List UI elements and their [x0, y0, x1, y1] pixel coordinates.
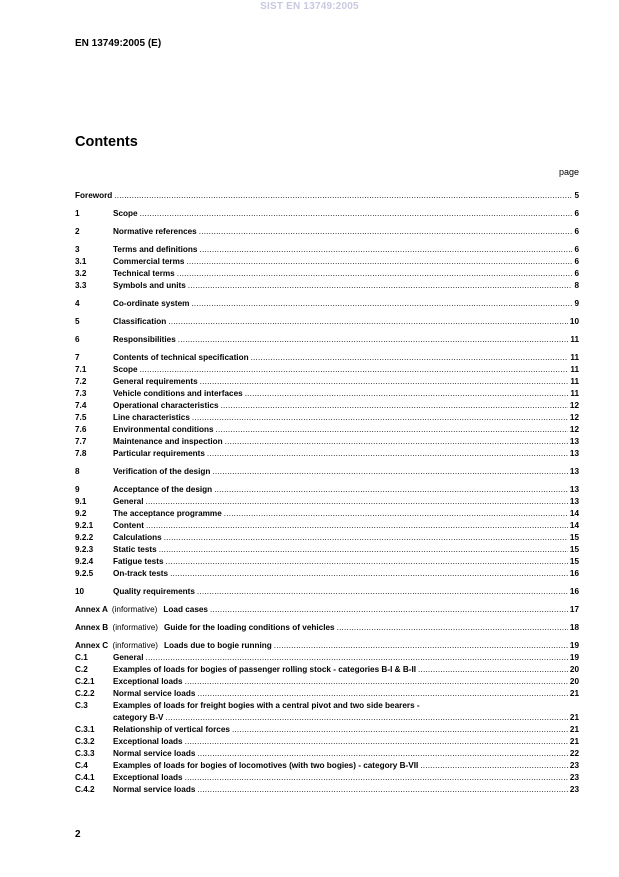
toc-entry-line [113, 466, 579, 478]
toc-entry-number: C.3.2 [75, 737, 95, 746]
annex-label: Annex C [75, 641, 109, 650]
toc-entry-line [113, 748, 579, 760]
dot-leader [197, 688, 568, 700]
toc-entry-page: 6 [574, 227, 579, 236]
annex-label: Annex B [75, 623, 109, 632]
toc-annex-heading[interactable] [75, 604, 208, 616]
toc-entry-line [113, 712, 579, 724]
toc-entry-line [75, 604, 579, 616]
page-column-label: page [558, 167, 579, 177]
toc-annex-heading[interactable] [75, 622, 335, 634]
toc-entry-number: 9.2.5 [75, 569, 94, 578]
toc-entry-line [113, 424, 579, 436]
toc-entry-line [113, 436, 579, 448]
toc-annex-entry[interactable] [75, 604, 579, 616]
toc-entry-line [113, 664, 579, 676]
toc-entry-number: 9.2.1 [75, 521, 94, 530]
toc-entry-title[interactable]: Quality requirements [113, 587, 195, 596]
toc-entry-title[interactable]: Exceptional loads [113, 677, 183, 686]
toc-entry-number: 7.1 [75, 365, 87, 374]
toc-entry[interactable] [75, 376, 579, 388]
toc-entry-title[interactable]: Examples of loads for bogies of passenger rolling stock - categories B-I & B-II [113, 665, 417, 674]
toc-entry[interactable] [75, 772, 579, 784]
toc-entry[interactable] [75, 760, 579, 772]
toc-entry-title[interactable]: Fatigue tests [113, 557, 164, 566]
toc-entry[interactable] [75, 556, 579, 568]
toc-entry-line [113, 520, 579, 532]
dot-leader [214, 484, 568, 496]
toc-entry[interactable] [75, 700, 579, 724]
toc-entry-title[interactable]: Examples of loads for bogies of locomotives (with two bogies) - category B-VII [113, 761, 419, 770]
toc-entry-title[interactable]: Normative references [113, 227, 197, 236]
toc-entry-line [113, 352, 579, 364]
toc-entry-line [113, 208, 579, 220]
toc-entry-title[interactable]: Environmental conditions [113, 425, 214, 434]
toc-entry-number: 8 [75, 467, 80, 476]
annex-informative-label: (informative) [112, 623, 158, 632]
dot-leader [199, 244, 572, 256]
dot-leader [140, 364, 569, 376]
toc-entry-number: 7.4 [75, 401, 87, 410]
toc-entry[interactable] [75, 724, 579, 736]
toc-entry[interactable] [75, 244, 579, 256]
toc-entry-line [113, 412, 579, 424]
dot-leader [245, 388, 569, 400]
toc-entry-page: 16 [569, 587, 579, 596]
toc-entry-title[interactable]: General requirements [113, 377, 198, 386]
toc-entry[interactable] [75, 508, 579, 520]
toc-entry[interactable] [75, 208, 579, 220]
toc-entry-number: 9.1 [75, 497, 87, 506]
toc-entry-line [113, 400, 579, 412]
toc-entry-number: 7 [75, 353, 80, 362]
toc-entry-line [113, 532, 579, 544]
toc-entry[interactable] [75, 466, 579, 478]
toc-entry-number: 3 [75, 245, 80, 254]
dot-leader [178, 334, 569, 346]
toc-entry-number: 7.2 [75, 377, 87, 386]
toc-entry[interactable] [75, 400, 579, 412]
toc-entry-line [113, 586, 579, 598]
toc-entry-number: 7.6 [75, 425, 87, 434]
toc-entry-line [113, 448, 579, 460]
dot-leader [224, 508, 568, 520]
toc-entry-line [113, 316, 579, 328]
toc-entry-page: 11 [570, 365, 579, 374]
toc-entry-line [113, 784, 579, 796]
toc-entry-title[interactable]: Line characteristics [113, 413, 190, 422]
toc-entry-title[interactable]: Vehicle conditions and interfaces [113, 389, 243, 398]
dot-leader [232, 724, 568, 736]
toc-entry-number: 9.2.4 [75, 557, 94, 566]
toc-entry-page: 14 [569, 509, 579, 518]
toc-entry-page: 21 [569, 713, 579, 722]
toc-entry-page: 15 [569, 533, 579, 542]
toc-entry-number: 3.1 [75, 257, 87, 266]
dot-leader [146, 496, 568, 508]
annex-label: Annex A [75, 605, 108, 614]
toc-entry-title[interactable]: Exceptional loads [113, 773, 183, 782]
toc-entry-number: C.2.1 [75, 677, 95, 686]
annex-informative-label: (informative) [112, 641, 158, 650]
document-code: EN 13749:2005 (E) [75, 38, 162, 49]
toc-entry-page: 13 [569, 485, 579, 494]
toc-entry-title[interactable]: Scope [113, 365, 138, 374]
toc-entry-page: 20 [569, 677, 579, 686]
toc-entry-page: 13 [569, 449, 579, 458]
toc-entry-page: 20 [569, 665, 579, 674]
toc-annex-entry[interactable] [75, 622, 579, 634]
toc-entry-title-line1[interactable]: Examples of loads for freight bogies with a central pivot and two side bearers - [113, 701, 420, 710]
annex-title: Load cases [163, 605, 208, 614]
dot-leader [188, 280, 573, 292]
toc-entry-line [113, 508, 579, 520]
toc-entry-line [113, 226, 579, 238]
toc-entry-page: 10 [569, 317, 579, 326]
dot-leader [185, 772, 568, 784]
toc-entry-number: C.2.2 [75, 689, 95, 698]
dot-leader [210, 604, 568, 616]
toc-entry[interactable] [75, 496, 579, 508]
toc-entry-page: 9 [574, 299, 579, 308]
toc-entry-title[interactable]: Normal service loads [113, 749, 196, 758]
toc-entry-number: C.3 [75, 701, 88, 710]
dot-leader [166, 556, 568, 568]
toc-entry[interactable] [75, 388, 579, 400]
toc-entry-title[interactable]: Maintenance and inspection [113, 437, 223, 446]
toc-entry-line [113, 496, 579, 508]
toc-entry-page: 11 [570, 377, 579, 386]
toc-entry[interactable] [75, 298, 579, 310]
toc-entry[interactable] [75, 520, 579, 532]
toc-entry-page: 12 [569, 401, 579, 410]
toc-annex-heading[interactable] [75, 640, 272, 652]
toc-entry-page: 16 [569, 569, 579, 578]
toc-entry-line [75, 190, 579, 202]
toc-entry[interactable] [75, 586, 579, 598]
toc-entry[interactable] [75, 256, 579, 268]
toc-entry-line [113, 736, 579, 748]
toc-entry-number: 3.3 [75, 281, 87, 290]
toc-entry-number: C.2 [75, 665, 88, 674]
toc-entry-line [113, 760, 579, 772]
dot-leader [192, 412, 568, 424]
toc-entry[interactable] [75, 736, 579, 748]
toc-entry-title[interactable]: Technical terms [113, 269, 175, 278]
toc-entry-number: 7.8 [75, 449, 87, 458]
toc-entry-page: 13 [569, 497, 579, 506]
toc-entry-title[interactable]: On-track tests [113, 569, 169, 578]
toc-entry[interactable] [75, 436, 579, 448]
dot-leader [186, 256, 572, 268]
toc-entry-page: 11 [570, 389, 579, 398]
toc-entry-title[interactable]: Content [113, 521, 144, 530]
toc-entry[interactable] [75, 652, 579, 664]
dot-leader [140, 208, 573, 220]
toc-entry[interactable] [75, 664, 579, 676]
toc-entry[interactable] [75, 688, 579, 700]
toc-entry[interactable] [75, 784, 579, 796]
toc-entry[interactable] [75, 568, 579, 580]
toc-entry-title[interactable]: Calculations [113, 533, 162, 542]
dot-leader [177, 268, 573, 280]
dot-leader [418, 664, 568, 676]
toc-entry-number: C.4.1 [75, 773, 95, 782]
dot-leader [166, 712, 568, 724]
toc-entry-title[interactable]: General [113, 653, 144, 662]
annex-informative-label: (informative) [111, 605, 158, 614]
dot-leader [200, 376, 569, 388]
toc-entry-title[interactable]: Exceptional loads [113, 737, 183, 746]
toc-entry-page: 23 [569, 761, 579, 770]
toc-entry-page: 18 [569, 623, 579, 632]
toc-entry-page: 8 [574, 281, 579, 290]
dot-leader [274, 640, 568, 652]
toc-entry-line [113, 724, 579, 736]
toc-entry-page: 15 [569, 545, 579, 554]
toc-entry[interactable] [75, 316, 579, 328]
dot-leader [221, 400, 568, 412]
toc-entry-line [113, 544, 579, 556]
toc-entry[interactable] [75, 544, 579, 556]
toc-entry-title[interactable]: General [113, 497, 144, 506]
toc-entry-page: 11 [570, 335, 579, 344]
toc-entry-line [113, 388, 579, 400]
page-title: Contents [75, 134, 138, 150]
toc-entry-page: 14 [569, 521, 579, 530]
toc-entry-page: 21 [569, 725, 579, 734]
toc-entry[interactable] [75, 364, 579, 376]
toc-entry-number: C.1 [75, 653, 88, 662]
toc-entry-title[interactable]: Classification [113, 317, 167, 326]
toc-entry-title[interactable]: Normal service loads [113, 785, 196, 794]
dot-leader [185, 676, 568, 688]
toc-entry-line [113, 268, 579, 280]
toc-entry-line [113, 298, 579, 310]
toc-entry-page: 6 [574, 257, 579, 266]
dot-leader [251, 352, 569, 364]
dot-leader [199, 226, 573, 238]
toc-entry-line [113, 364, 579, 376]
toc-entry-page: 22 [569, 749, 579, 758]
dot-leader [168, 316, 568, 328]
toc-entry-title[interactable]: Static tests [113, 545, 157, 554]
toc-entry-line [113, 484, 579, 496]
dot-leader [170, 568, 568, 580]
dot-leader [207, 448, 568, 460]
toc-entry-page: 6 [574, 269, 579, 278]
toc-entry-page: 21 [569, 737, 579, 746]
toc-entry-number: C.3.3 [75, 749, 95, 758]
toc-entry-title[interactable]: Co-ordinate system [113, 299, 190, 308]
toc-entry-number: C.4 [75, 761, 88, 770]
toc-entry-line [113, 376, 579, 388]
toc-entry[interactable] [75, 352, 579, 364]
toc-entry-title[interactable]: category B-V [113, 713, 164, 722]
table-of-contents [75, 190, 579, 796]
toc-entry-page: 13 [569, 437, 579, 446]
toc-entry-line [113, 334, 579, 346]
annex-title: Guide for the loading conditions of vehicles [164, 623, 335, 632]
dot-leader [197, 586, 568, 598]
toc-entry-page: 11 [570, 353, 579, 362]
toc-entry-page: 21 [569, 689, 579, 698]
toc-annex-entry[interactable] [75, 640, 579, 652]
toc-entry[interactable] [75, 280, 579, 292]
dot-leader [185, 736, 568, 748]
dot-leader [146, 520, 568, 532]
dot-leader [337, 622, 568, 634]
toc-entry-line [113, 568, 579, 580]
toc-entry-number: 9.2 [75, 509, 87, 518]
toc-entry-title[interactable]: Contents of technical specification [113, 353, 249, 362]
toc-entry-number: 7.5 [75, 413, 87, 422]
annex-title: Loads due to bogie running [164, 641, 272, 650]
toc-entry-line [113, 256, 579, 268]
dot-leader [164, 532, 568, 544]
toc-entry-number: 9 [75, 485, 80, 494]
dot-leader [225, 436, 568, 448]
toc-entry[interactable] [75, 424, 579, 436]
toc-entry-title[interactable]: Particular requirements [113, 449, 205, 458]
toc-entry-line [113, 556, 579, 568]
toc-entry-title[interactable]: Foreword [75, 191, 113, 200]
toc-entry-title[interactable]: The acceptance programme [113, 509, 222, 518]
toc-entry-page: 17 [569, 605, 579, 614]
toc-entry-title[interactable]: Verification of the design [113, 467, 211, 476]
toc-entry-number: 9.2.3 [75, 545, 94, 554]
toc-entry-page: 15 [569, 557, 579, 566]
toc-entry-line [113, 688, 579, 700]
toc-entry[interactable] [75, 226, 579, 238]
toc-entry-page: 12 [569, 413, 579, 422]
toc-entry-title[interactable]: Operational characteristics [113, 401, 219, 410]
toc-entry-page: 19 [569, 653, 579, 662]
toc-entry-number: 1 [75, 209, 80, 218]
toc-entry-number: 9.2.2 [75, 533, 94, 542]
dot-leader [216, 424, 568, 436]
toc-entry-page: 12 [569, 425, 579, 434]
toc-entry-page: 13 [569, 467, 579, 476]
dot-leader [114, 190, 572, 202]
toc-entry[interactable] [75, 532, 579, 544]
toc-entry[interactable] [75, 268, 579, 280]
toc-entry-line [113, 244, 579, 256]
toc-entry[interactable] [75, 412, 579, 424]
toc-entry-page: 23 [569, 785, 579, 794]
toc-entry-page: 6 [574, 245, 579, 254]
toc-entry-line [113, 280, 579, 292]
toc-entry[interactable] [75, 748, 579, 760]
toc-entry-title[interactable]: Normal service loads [113, 689, 196, 698]
toc-entry-line [75, 640, 579, 652]
toc-entry[interactable] [75, 190, 579, 202]
toc-entry-line [113, 772, 579, 784]
toc-entry-number: 4 [75, 299, 80, 308]
toc-entry-number: 10 [75, 587, 85, 596]
toc-entry-line [75, 622, 579, 634]
toc-entry-number: 7.7 [75, 437, 87, 446]
toc-entry-page: 5 [574, 191, 579, 200]
toc-entry-number: 6 [75, 335, 80, 344]
toc-entry[interactable] [75, 484, 579, 496]
toc-entry-title[interactable]: Commercial terms [113, 257, 185, 266]
dot-leader [420, 760, 568, 772]
watermark: SIST EN 13749:2005 [260, 1, 359, 12]
dot-leader [159, 544, 568, 556]
toc-entry-number: 3.2 [75, 269, 87, 278]
toc-entry-number: 7.3 [75, 389, 87, 398]
toc-entry-title[interactable]: Relationship of vertical forces [113, 725, 230, 734]
toc-entry-title[interactable]: Acceptance of the design [113, 485, 213, 494]
toc-entry-title[interactable]: Responsibilities [113, 335, 176, 344]
toc-entry[interactable] [75, 334, 579, 346]
toc-entry-number: C.4.2 [75, 785, 95, 794]
toc-entry-page: 6 [574, 209, 579, 218]
toc-entry-page: 23 [569, 773, 579, 782]
dot-leader [146, 652, 568, 664]
page-number: 2 [75, 829, 81, 840]
toc-entry[interactable] [75, 448, 579, 460]
dot-leader [197, 748, 568, 760]
toc-entry-line [113, 652, 579, 664]
toc-entry-number: C.3.1 [75, 725, 95, 734]
dot-leader [191, 298, 572, 310]
toc-entry-page: 19 [569, 641, 579, 650]
toc-entry-line [113, 676, 579, 688]
toc-entry[interactable] [75, 676, 579, 688]
toc-entry-title[interactable]: Terms and definitions [113, 245, 198, 254]
toc-entry-title[interactable]: Symbols and units [113, 281, 186, 290]
toc-entry-number: 2 [75, 227, 80, 236]
dot-leader [212, 466, 568, 478]
toc-entry-title[interactable]: Scope [113, 209, 138, 218]
toc-entry-number: 5 [75, 317, 80, 326]
dot-leader [197, 784, 568, 796]
